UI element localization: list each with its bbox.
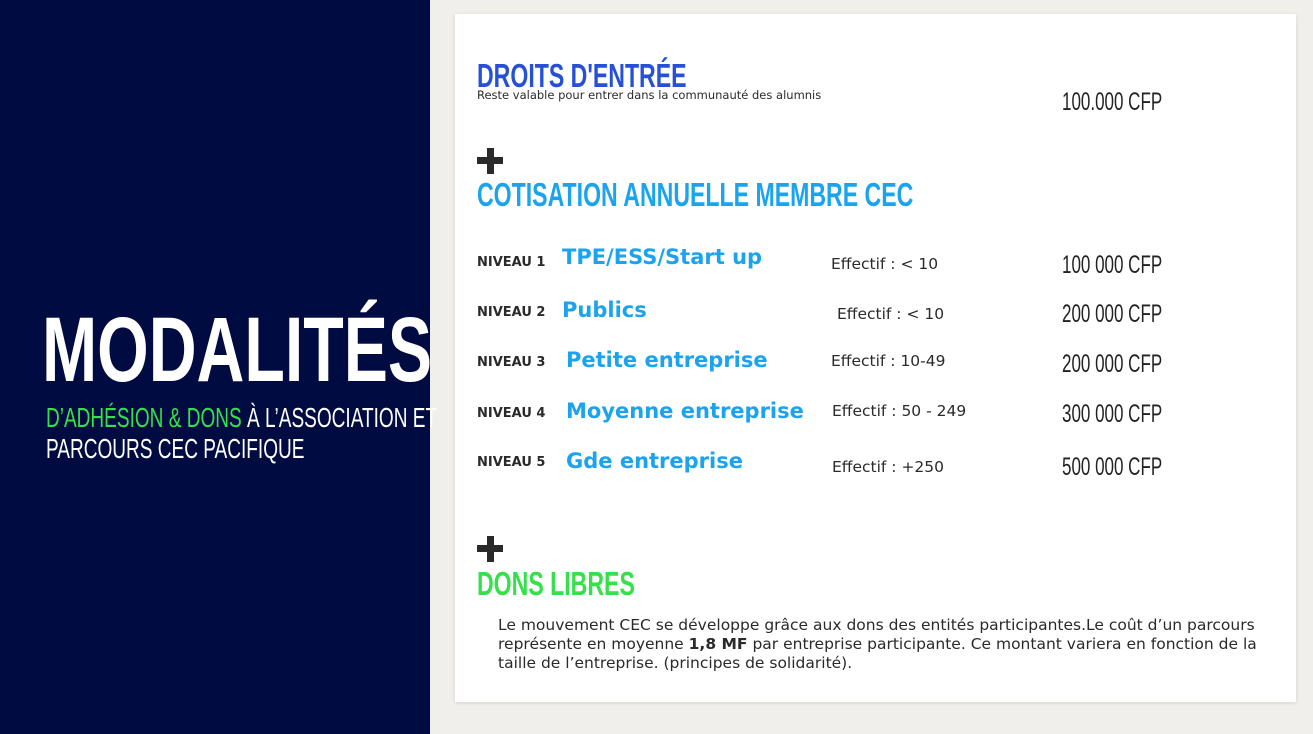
subtitle-rest: À L’ASSOCIATION ET — [241, 402, 438, 433]
droits-note: Reste valable pour entrer dans la communauté des alumnis — [477, 88, 822, 102]
level-price: 100 000 CFP — [1062, 251, 1163, 279]
dons-text-before: Le mouvement CEC se développe grâce aux dons des entités participantes.Le coût d’un parcours représente en moyenne — [498, 616, 1255, 653]
dons-text-bold: 1,8 MF — [688, 635, 748, 653]
subtitle-line-2: PARCOURS CEC PACIFIQUE — [46, 433, 305, 464]
plus-icon — [477, 148, 503, 174]
page-subtitle — [46, 402, 438, 464]
droits-heading: DROITS D'ENTRÉE — [477, 57, 687, 94]
level-name: Publics — [562, 298, 647, 322]
level-label: NIVEAU 4 — [477, 406, 546, 421]
level-label: NIVEAU 5 — [477, 455, 546, 470]
plus-icon — [477, 536, 503, 562]
level-name: Petite entreprise — [566, 348, 768, 372]
level-price: 300 000 CFP — [1062, 400, 1163, 428]
level-label: NIVEAU 1 — [477, 255, 546, 270]
droits-price: 100.000 CFP — [1062, 88, 1163, 116]
dons-text-after: par entreprise participante. Ce montant variera en fonction de la taille de l’entreprise. (principes de solidarité). — [498, 635, 1257, 672]
dons-heading: DONS LIBRES — [477, 565, 635, 602]
level-name: TPE/ESS/Start up — [562, 245, 763, 269]
level-effectif: Effectif : 10-49 — [831, 352, 946, 370]
level-label: NIVEAU 2 — [477, 305, 546, 320]
level-effectif: Effectif : 50 - 249 — [832, 402, 967, 420]
level-price: 200 000 CFP — [1062, 350, 1163, 378]
subtitle-highlight: D’ADHÉSION & DONS — [46, 402, 242, 433]
level-price: 500 000 CFP — [1062, 453, 1163, 481]
page-title: MODALITÉS — [42, 299, 433, 401]
subtitle-line-1 — [46, 402, 438, 433]
level-effectif: Effectif : < 10 — [837, 305, 945, 323]
level-name: Moyenne entreprise — [566, 399, 804, 423]
level-label: NIVEAU 3 — [477, 355, 546, 370]
left-panel — [0, 0, 438, 734]
cotisation-heading: COTISATION ANNUELLE MEMBRE CEC — [477, 176, 914, 213]
level-effectif: Effectif : < 10 — [831, 255, 939, 273]
level-price: 200 000 CFP — [1062, 300, 1163, 328]
level-name: Gde entreprise — [566, 449, 743, 473]
dons-paragraph — [498, 616, 1288, 673]
content-card — [455, 14, 1296, 702]
level-effectif: Effectif : +250 — [832, 458, 945, 476]
